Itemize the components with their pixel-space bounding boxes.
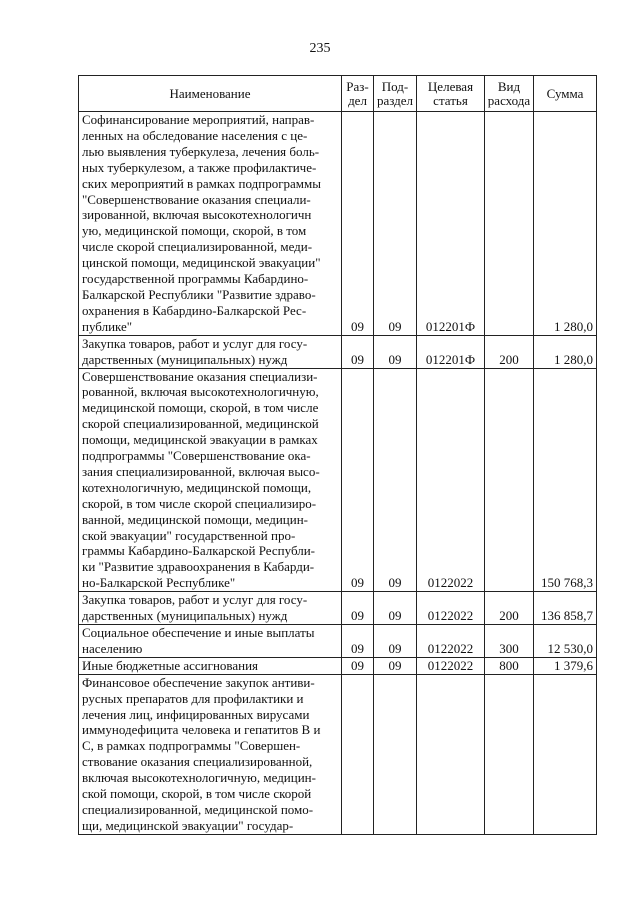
header-section	[342, 76, 374, 112]
row-sum: 1 280,0	[534, 335, 597, 368]
row-target: 012201Ф	[417, 112, 485, 336]
table-row	[79, 335, 597, 368]
row-name-line: охранения в Кабардино-Балкарской Рес-	[82, 302, 307, 318]
row-name-line: специализированной, медицинской помо-	[82, 801, 314, 817]
row-name-line: лечения лиц, инфицированных вирусами	[82, 706, 310, 722]
table-header-row	[79, 76, 597, 112]
row-target: 0122022	[417, 657, 485, 674]
row-name-line: публике"	[82, 318, 133, 334]
row-name-line: Иные бюджетные ассигнования	[82, 657, 259, 673]
row-expense: 300	[485, 625, 534, 658]
header-subsection-line: Под-	[381, 78, 409, 94]
row-subsection: 09	[374, 368, 417, 592]
row-name	[79, 592, 342, 625]
row-name	[79, 112, 342, 336]
table-row	[79, 674, 597, 834]
row-name-line: но-Балкарской Республике"	[82, 575, 236, 591]
row-name	[79, 674, 342, 834]
row-name-line: лью выявления туберкулеза, лечения боль-	[82, 143, 320, 159]
row-name-line: Социальное обеспечение и иные выплаты	[82, 625, 315, 640]
row-target: 012201Ф	[417, 335, 485, 368]
table-row	[79, 657, 597, 674]
row-target: 0122022	[417, 625, 485, 658]
row-name-line: дарственных (муниципальных) нужд	[82, 608, 288, 624]
row-expense: 200	[485, 592, 534, 625]
row-expense: 800	[485, 657, 534, 674]
row-subsection: 09	[374, 625, 417, 658]
row-name-line: населению	[82, 640, 143, 656]
row-name-line: Закупка товаров, работ и услуг для госу-	[82, 335, 308, 351]
row-name-line: "Совершенствование оказания специали-	[82, 191, 311, 207]
budget-table	[78, 75, 597, 835]
row-name	[79, 368, 342, 592]
table-row	[79, 592, 597, 625]
row-name	[79, 335, 342, 368]
row-section: 09	[342, 335, 374, 368]
row-name-line: граммы Кабардино-Балкарской Республи-	[82, 543, 316, 559]
header-subsection	[374, 76, 417, 112]
row-section	[342, 674, 374, 834]
table-body	[79, 112, 597, 835]
row-name-line: ствование оказания специализированной,	[82, 754, 313, 770]
row-subsection: 09	[374, 335, 417, 368]
row-sum: 12 530,0	[534, 625, 597, 658]
row-section: 09	[342, 592, 374, 625]
header-section-line: дел	[348, 92, 367, 108]
row-subsection	[374, 674, 417, 834]
row-name-line: скорой, в том числе скорой специализиро-	[82, 495, 317, 511]
row-name-line: Финансовое обеспечение закупок антиви-	[82, 674, 315, 690]
row-name-line: Балкарской Республики "Развитие здраво-	[82, 286, 316, 302]
row-name-line: ленных на обследование населения с це-	[82, 127, 308, 143]
row-sum: 1 379,6	[534, 657, 597, 674]
row-name-line: С, в рамках подпрограммы "Совершен-	[82, 738, 301, 754]
header-name: Наименование	[79, 76, 342, 112]
row-expense	[485, 368, 534, 592]
row-subsection: 09	[374, 592, 417, 625]
row-target: 0122022	[417, 592, 485, 625]
row-subsection: 09	[374, 657, 417, 674]
row-sum: 136 858,7	[534, 592, 597, 625]
header-target-line: статья	[433, 92, 468, 108]
header-subsection-line: раздел	[376, 92, 414, 108]
row-target	[417, 674, 485, 834]
row-name-line: ую, медицинской помощи, скорой, в том	[82, 223, 307, 239]
row-expense	[485, 674, 534, 834]
table-row	[79, 625, 597, 658]
row-section: 09	[342, 368, 374, 592]
row-name-line: котехнологичную, медицинской помощи,	[82, 479, 312, 495]
row-section: 09	[342, 112, 374, 336]
row-name-line: подпрограммы "Совершенствование ока-	[82, 448, 311, 464]
row-name-line: ских мероприятий в рамках подпрограммы	[82, 175, 321, 191]
table-row	[79, 368, 597, 592]
table-row	[79, 112, 597, 336]
row-name-line: цинской помощи, медицинской эвакуации"	[82, 255, 321, 271]
header-expense	[485, 76, 534, 112]
row-section: 09	[342, 657, 374, 674]
header-target	[417, 76, 485, 112]
row-name-line: зания специализированной, включая высо-	[82, 463, 320, 479]
row-name	[79, 657, 342, 674]
row-sum	[534, 674, 597, 834]
row-target: 0122022	[417, 368, 485, 592]
row-name	[79, 625, 342, 658]
row-name-line: ванной, медицинской помощи, медицин-	[82, 511, 309, 527]
row-name-line: ской помощи, скорой, в том числе скорой	[82, 786, 312, 802]
row-name-line: русных препаратов для профилактики и	[82, 690, 304, 706]
header-expense-line: расхода	[487, 92, 531, 108]
row-name-line: ных туберкулезом, а также профилактиче-	[82, 159, 317, 175]
row-name-line: рованной, включая высокотехнологичную,	[82, 384, 319, 400]
row-name-line: включая высокотехнологичную, медицин-	[82, 770, 316, 786]
row-name-line: Совершенствование оказания специализи-	[82, 368, 318, 384]
row-name-line: государственной программы Кабардино-	[82, 271, 309, 287]
row-expense: 200	[485, 335, 534, 368]
row-sum: 1 280,0	[534, 112, 597, 336]
row-name-line: дарственных (муниципальных) нужд	[82, 351, 288, 367]
page-number: 235	[309, 41, 331, 56]
row-name-line: Софинансирование мероприятий, направ-	[82, 112, 315, 127]
row-subsection: 09	[374, 112, 417, 336]
row-name-line: зированной, включая высокотехнологичн	[82, 207, 312, 223]
row-sum: 150 768,3	[534, 368, 597, 592]
row-name-line: скорой специализированной, медицинской	[82, 416, 319, 432]
row-name-line: числе скорой специализированной, меди-	[82, 239, 313, 255]
row-name-line: медицинской помощи, скорой, в том числе	[82, 400, 319, 416]
header-expense-line: Вид	[497, 78, 521, 94]
row-section: 09	[342, 625, 374, 658]
row-name-line: щи, медицинской эвакуации" государ-	[82, 817, 294, 833]
row-name-line: помощи, медицинской эвакуации в рамках	[82, 432, 318, 448]
row-name-line: ки "Развитие здравоохранения в Кабарди-	[82, 559, 315, 575]
row-name-line: Закупка товаров, работ и услуг для госу-	[82, 592, 308, 608]
header-section-line: Раз-	[346, 78, 369, 94]
row-name-line: ской эвакуации" государственной про-	[82, 527, 296, 543]
header-sum: Сумма	[534, 76, 597, 112]
row-expense	[485, 112, 534, 336]
row-name-line: иммунодефицита человека и гепатитов В и	[82, 722, 321, 738]
header-target-line: Целевая	[427, 78, 474, 94]
